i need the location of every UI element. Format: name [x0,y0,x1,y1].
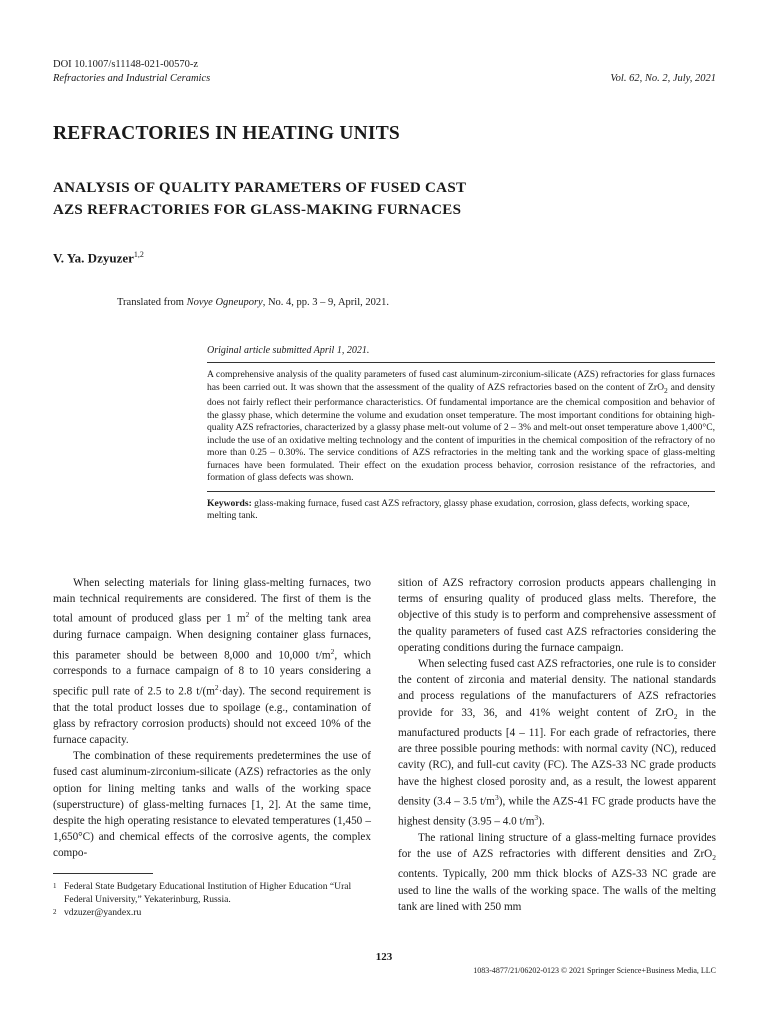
keywords-text: glass-making furnace, fused cast AZS refractory, glassy phase exudation, corrosion, glass defects, working space, melting tank. [207,497,690,522]
translation-prefix: Translated from [117,297,187,308]
copyright: 1083-4877/21/06202-0123 © 2021 Springer Science+Business Media, LLC [473,966,716,975]
author-email-link[interactable]: vdzuzer@yandex.ru [64,907,142,918]
submitted-date: Original article submitted April 1, 2021. [207,345,370,356]
paragraph: The combination of these requirements predetermines the use of fused cast aluminum-zirconium-silicate (AZS) refractories as the only option for lining melting tanks and walls of the working space (superstructure) of glass-melting furnaces [1, 2]. At the same time, despite the high operating resistance to elevated temperatures (1,450 – 1,650°C) and chemical effects of the corrosive agents, the complex compo- [53,750,371,860]
body-column-left [53,575,371,862]
journal-name: Refractories and Industrial Ceramics [53,73,211,84]
keywords-label: Keywords: [207,497,252,509]
article-title-line-1: ANALYSIS OF QUALITY PARAMETERS OF FUSED CAST [53,180,467,196]
translation-note [117,297,389,308]
translation-source: Novye Ogneupory [186,297,263,308]
paragraph: When selecting fused cast AZS refractories, one rule is to consider the content of zirconia and material density. The national standards and process regulations of the manufacturers of AZS refractories provide for 33, 36, and 41% weight content of ZrO$_2$ in the manufactured products [4 – 11]. For each grade of refractories, there are three possible pouring methods: with normal cavity (NC), reduced cavity (RC), and full-cut cavity (FC). The AZS-33 NC grade products have the highest closed porosity and, as a result, the lowest apparent density (3.4 – 3.5 $t/m^3$), while the AZS-41 FC grade products have the highest density (3.95 – 4.0 $t/m^3$). [398,658,716,828]
translation-suffix: , No. 4, pp. 3 – 9, April, 2021. [262,297,390,308]
paragraph: When selecting materials for lining glass-melting furnaces, two main technical requirements are considered. The first of them is the total amount of produced glass per 1 $m^2$ of the melting tank area during furnace campaign. When designing container glass furnaces, this parameter should be between 8,000 and 10,000 $t/m^2$, which corresponds to a furnace campaign of 8 to 10 years considering a specific pull rate of 2.5 to 2.8 $t/(m^2\cdot day)$. The second requirement is that the total product losses due to spoilage (e.g., contamination of glass by refractory corrosion products) should not exceed 10% of the furnace capacity. [53,577,372,747]
abstract: A comprehensive analysis of the quality parameters of fused cast aluminum-zirconium-silicate (AZS) refractories for glass furnaces has been carried out. It was shown that the assessment of the quality of AZS refractories based on the content of ZrO$_2$ and density does not fairly reflect their performance characteristics. Of fundamental importance are the chemical composition and behavior of the glassy phase, which determine the volume and exudation onset temperature. The most important conditions for obtaining high-quality AZS refractories, characterized by a glassy phase melt-out volume of 2 – 3% and melt-out onset temperature above 1,400°C, include the use of an oxidative melting technology and the content of impurities in the chemical composition of the refractory of no more than 0.25 – 0.30%. The service conditions of AZS refractories in the melting tank and the working space of glass-melting furnaces have been formulated. Their effect on the exudation process behavior, corrosion resistance of the refractories, and formation of glass defects was shown. [207,369,715,484]
footnote-1: 1 Federal State Budgetary Educational Institution of Higher Education “Ural Federal University,” Yekaterinburg, Russia. [53,881,352,905]
author [53,250,144,266]
author-name: V. Ya. Dzyuzer [53,250,134,266]
paragraph: sition of AZS refractory corrosion products appears challenging in terms of ensuring quality of produced glass melts. Therefore, the objective of this study is to perform and comprehensive assessment of the quality parameters of fused cast AZS refractories considering the operating conditions during the furnace campaign. [398,577,716,654]
abstract-box [207,344,715,523]
volume-info: Vol. 62, No. 2, July, 2021 [610,73,716,84]
article-title-line-2: AZS REFRACTORIES FOR GLASS-MAKING FURNACES [53,202,462,218]
footnote-2[interactable]: 2 vdzuzer@yandex.ru [53,906,371,919]
footnote-rule [53,873,153,874]
paragraph: The rational lining structure of a glass-melting furnace provides for the use of AZS refractories with different densities and ZrO$_2$ contents. Typically, 200 mm thick blocks of AZS-33 NC grade are used to line the walls of the working space. The walls of the melting tank are lined with 250 mm [398,831,716,913]
section-title: REFRACTORIES IN HEATING UNITS [53,123,400,144]
page-number: 123 [375,951,393,963]
author-affiliation: 1,2 [133,250,144,259]
keywords [207,492,715,523]
body-column-right [398,575,716,915]
article-title [53,177,466,221]
footnotes [53,880,371,919]
doi: DOI 10.1007/s11148-021-00570-z [53,59,199,70]
